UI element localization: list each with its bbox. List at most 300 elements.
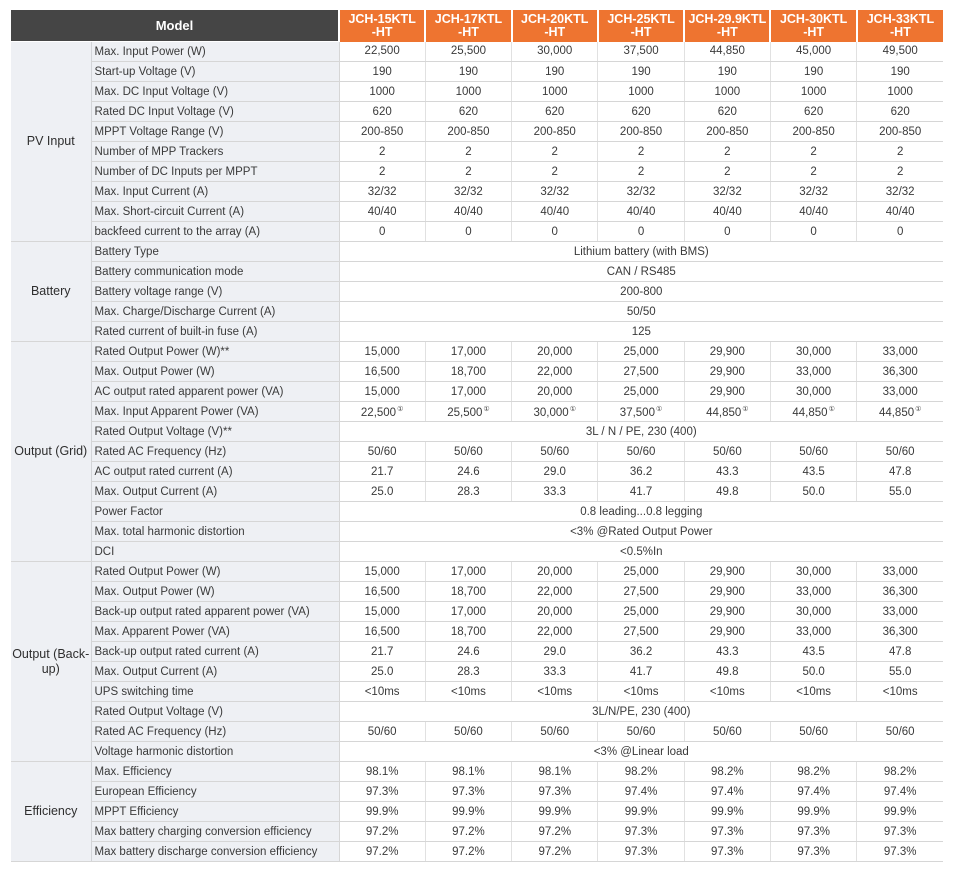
spec-value (339, 402, 425, 422)
spec-value (512, 82, 598, 102)
spec-row (11, 482, 943, 502)
spec-value (684, 182, 770, 202)
spec-value-text: 40/40 (799, 205, 829, 218)
spec-value-all-models: 3L / N / PE, 230 (400) (339, 422, 943, 442)
spec-value-text: 32/32 (712, 185, 742, 198)
model-name-line: -HT (458, 24, 479, 39)
spec-value-text: 620 (890, 105, 910, 118)
spec-value-text: 18,700 (450, 625, 487, 638)
spec-value (598, 682, 684, 702)
spec-value (425, 762, 511, 782)
spec-value (425, 342, 511, 362)
spec-value (684, 42, 770, 62)
spec-value (598, 122, 684, 142)
model-column-header (770, 10, 856, 42)
spec-value (770, 462, 856, 482)
parameter-label: MPPT Efficiency (91, 802, 339, 822)
spec-value-text: 29,900 (709, 625, 745, 638)
spec-value (425, 582, 511, 602)
spec-value (339, 122, 425, 142)
spec-value-text: 22,000 (537, 585, 573, 598)
spec-value-text: 97.2% (365, 825, 399, 838)
parameter-label: MPPT Voltage Range (V) (91, 122, 339, 142)
spec-row (11, 382, 943, 402)
parameter-label: UPS switching time (91, 682, 339, 702)
spec-value-text: 1000 (714, 85, 741, 98)
spec-value-text: 25.0 (370, 665, 394, 678)
spec-value (339, 102, 425, 122)
spec-value (684, 602, 770, 622)
parameter-label: Number of MPP Trackers (91, 142, 339, 162)
spec-value (770, 182, 856, 202)
spec-value-text: 33,000 (882, 565, 918, 578)
spec-value (770, 82, 856, 102)
spec-value-text: 98.2% (797, 765, 830, 778)
spec-value-text: 1000 (369, 85, 395, 98)
spec-value-text: 40/40 (712, 205, 742, 218)
parameter-label: Number of DC Inputs per MPPT (91, 162, 339, 182)
model-name-line: JCH-15KTL (348, 11, 416, 26)
spec-value (512, 582, 598, 602)
spec-value-text: 97.4% (883, 785, 917, 798)
spec-value-text: 98.1% (452, 765, 485, 778)
spec-value-text: 97.3% (797, 845, 830, 858)
spec-row (11, 562, 943, 582)
spec-value-text: 2 (896, 165, 904, 178)
spec-value-text: 190 (804, 65, 824, 78)
model-column-header (857, 10, 943, 42)
parameter-label: Battery voltage range (V) (91, 282, 339, 302)
parameter-label: AC output rated current (A) (91, 462, 339, 482)
spec-value (425, 402, 511, 422)
spec-row (11, 122, 943, 142)
spec-row (11, 242, 943, 262)
spec-value (425, 162, 511, 182)
spec-row (11, 442, 943, 462)
spec-value-text: 55.0 (888, 485, 912, 498)
spec-value-text: 36.2 (629, 465, 653, 478)
spec-value (684, 142, 770, 162)
spec-row (11, 822, 943, 842)
spec-value (425, 562, 511, 582)
spec-value-text: 50/60 (540, 445, 570, 458)
spec-value (512, 662, 598, 682)
spec-value-text: 32/32 (885, 185, 915, 198)
spec-value-text: <10ms (796, 685, 832, 698)
parameter-label: Rated Output Voltage (V) (91, 702, 339, 722)
spec-value (339, 802, 425, 822)
spec-value-text: 47.8 (888, 645, 912, 658)
spec-value-text: 30,000 (533, 406, 569, 419)
spec-value-text: 97.4% (797, 785, 830, 798)
parameter-label: Max. Output Current (A) (91, 482, 339, 502)
spec-value-text: 97.2% (452, 825, 485, 838)
spec-value (684, 82, 770, 102)
spec-value-text: 22,500 (360, 406, 397, 419)
spec-value (857, 562, 943, 582)
spec-value-text: 2 (465, 145, 472, 158)
spec-value-text: 28.3 (457, 665, 480, 678)
spec-value-text: 50/60 (885, 725, 915, 738)
spec-value-text: 99.9% (797, 805, 830, 818)
spec-value (598, 582, 684, 602)
spec-value-text: 30,000 (537, 45, 573, 58)
spec-value-text: 28.3 (457, 485, 480, 498)
spec-value (425, 662, 511, 682)
spec-value-text: 200-850 (792, 125, 835, 138)
spec-value-text: 2 (378, 145, 386, 158)
spec-value (684, 222, 770, 242)
spec-value-text: 97.3% (797, 825, 830, 838)
spec-value (857, 462, 943, 482)
spec-value (512, 202, 598, 222)
spec-value (770, 842, 856, 862)
spec-value-text: 33,000 (796, 585, 832, 598)
spec-value (339, 762, 425, 782)
spec-value (598, 602, 684, 622)
spec-value-text: 36,300 (882, 365, 918, 378)
spec-value (512, 122, 598, 142)
spec-value (857, 482, 943, 502)
spec-value (425, 802, 511, 822)
spec-value (857, 362, 943, 382)
spec-value (339, 42, 425, 62)
spec-value (339, 362, 425, 382)
spec-value-all-models: <0.5%In (339, 542, 943, 562)
parameter-label: Max. total harmonic distortion (91, 522, 339, 542)
model-name-line: JCH-33KTL (866, 11, 935, 26)
spec-value (339, 202, 425, 222)
spec-value-text: 27,500 (623, 585, 659, 598)
spec-value-text: 29,900 (709, 565, 745, 578)
parameter-label: Rated current of built-in fuse (A) (91, 322, 339, 342)
spec-value-text: 44,850 (706, 406, 742, 419)
spec-value-all-models: Lithium battery (with BMS) (339, 242, 943, 262)
spec-value-text: 16,500 (364, 625, 400, 638)
spec-value (339, 562, 425, 582)
spec-value (857, 622, 943, 642)
spec-value (684, 642, 770, 662)
spec-value (857, 122, 943, 142)
spec-row (11, 502, 943, 522)
spec-value (770, 62, 856, 82)
spec-value-text: 16,500 (364, 585, 400, 598)
spec-value (857, 402, 943, 422)
spec-value-text: 25,000 (623, 385, 659, 398)
spec-value (770, 802, 856, 822)
spec-value-text: 18,700 (450, 585, 487, 598)
spec-value (425, 122, 511, 142)
spec-value (684, 342, 770, 362)
parameter-label: Rated Output Power (W) (91, 562, 339, 582)
spec-value-text: 49.8 (716, 665, 739, 678)
spec-row (11, 222, 943, 242)
spec-value-text: 97.3% (365, 785, 399, 798)
spec-value (425, 202, 511, 222)
spec-value (770, 162, 856, 182)
spec-value-text: 17,000 (450, 345, 487, 358)
spec-value-text: 25,000 (623, 565, 659, 578)
spec-value-all-models: 200-800 (339, 282, 943, 302)
spec-row (11, 362, 943, 382)
spec-value (684, 62, 770, 82)
spec-value (512, 562, 598, 582)
spec-value (598, 662, 684, 682)
spec-row (11, 402, 943, 422)
spec-value (598, 142, 684, 162)
spec-value (684, 162, 770, 182)
parameter-label: Max. Input Apparent Power (VA) (91, 402, 339, 422)
spec-value-text: 50.0 (802, 485, 825, 498)
spec-value (512, 102, 598, 122)
spec-value-text: 97.3% (538, 785, 572, 798)
spec-value-text: 99.9% (365, 805, 399, 818)
parameter-label: Max. Short-circuit Current (A) (91, 202, 339, 222)
spec-value-text: 43.5 (802, 645, 825, 658)
spec-value-text: 97.3% (624, 825, 658, 838)
spec-value-text: 44,850 (878, 406, 915, 419)
spec-value (512, 222, 598, 242)
spec-row (11, 202, 943, 222)
spec-value (857, 802, 943, 822)
spec-value-text: 0 (551, 225, 558, 238)
spec-value-text: 25,500 (447, 406, 483, 419)
spec-value-text: 2 (637, 165, 645, 178)
spec-value-text: 32/32 (799, 185, 829, 198)
model-name-line: -HT (371, 24, 393, 39)
spec-value-text: 620 (631, 105, 651, 118)
spec-value-text: 29.0 (543, 645, 566, 658)
spec-value (425, 822, 511, 842)
spec-value-all-models: 125 (339, 322, 943, 342)
spec-value-text: 190 (545, 65, 565, 78)
spec-value-text: 32/32 (454, 185, 483, 198)
table-body (11, 42, 943, 862)
spec-value (598, 62, 684, 82)
spec-value-text: 50/60 (712, 445, 742, 458)
spec-value-text: 97.3% (452, 785, 485, 798)
spec-value-text: 40/40 (540, 205, 570, 218)
spec-value (770, 202, 856, 222)
model-name-line: -HT (716, 24, 738, 39)
spec-value (339, 662, 425, 682)
model-header-label: Model (11, 10, 339, 42)
spec-value-text: 620 (804, 105, 824, 118)
spec-value (339, 642, 425, 662)
spec-value (339, 482, 425, 502)
spec-value (598, 482, 684, 502)
spec-value (684, 382, 770, 402)
spec-value (770, 122, 856, 142)
section-label: PV Input (11, 42, 91, 242)
spec-value (598, 762, 684, 782)
spec-value-text: 99.9% (711, 805, 744, 818)
spec-value-text: 50/60 (799, 725, 829, 738)
parameter-label: Rated Output Voltage (V)** (91, 422, 339, 442)
spec-value-text: 17,000 (450, 605, 487, 618)
spec-value-text: 30,000 (796, 565, 832, 578)
spec-row (11, 422, 943, 442)
spec-value (857, 762, 943, 782)
spec-value (598, 202, 684, 222)
parameter-label: Back-up output rated current (A) (91, 642, 339, 662)
parameter-label: Rated AC Frequency (Hz) (91, 442, 339, 462)
spec-value (425, 482, 511, 502)
spec-value-text: 21.7 (370, 465, 394, 478)
spec-value (857, 822, 943, 842)
spec-value-text: 21.7 (370, 645, 394, 658)
parameter-label: Max battery discharge conversion efficiency (91, 842, 339, 862)
spec-row (11, 82, 943, 102)
spec-value (512, 382, 598, 402)
spec-value-text: 43.3 (716, 465, 739, 478)
spec-value (857, 82, 943, 102)
spec-value (770, 582, 856, 602)
parameter-label: Rated AC Frequency (Hz) (91, 722, 339, 742)
spec-value-text: 200-850 (619, 125, 663, 138)
spec-value (339, 382, 425, 402)
spec-value (512, 722, 598, 742)
spec-value (425, 442, 511, 462)
model-column-header (598, 10, 684, 42)
spec-value-text: 97.4% (624, 785, 658, 798)
spec-value-text: 2 (810, 145, 817, 158)
spec-row (11, 462, 943, 482)
spec-value (339, 182, 425, 202)
spec-value-text: 30,000 (796, 345, 832, 358)
spec-value-text: 24.6 (457, 465, 480, 478)
spec-value-all-models: 0.8 leading...0.8 legging (339, 502, 943, 522)
spec-row (11, 742, 943, 762)
spec-value (598, 82, 684, 102)
spec-value-text: 97.2% (452, 845, 485, 858)
spec-value (598, 562, 684, 582)
spec-value-text: 33,000 (882, 345, 918, 358)
section-label: Efficiency (11, 762, 91, 862)
spec-value (598, 42, 684, 62)
spec-value-text: 43.3 (716, 645, 739, 658)
spec-value (684, 562, 770, 582)
spec-value-text: 1000 (800, 85, 827, 98)
spec-value-text: 15,000 (364, 385, 400, 398)
spec-value (598, 462, 684, 482)
spec-value-text: 30,000 (796, 605, 832, 618)
spec-row (11, 542, 943, 562)
spec-value (770, 222, 856, 242)
spec-value-text: 0 (378, 225, 386, 238)
model-column-header (684, 10, 770, 42)
spec-value-text: 33,000 (882, 385, 918, 398)
spec-value-text: 190 (458, 65, 479, 78)
spec-value (598, 842, 684, 862)
spec-value-text: 50/60 (367, 725, 397, 738)
spec-value (770, 622, 856, 642)
spec-value (425, 42, 511, 62)
spec-value-text: 50/60 (540, 725, 570, 738)
spec-value-text: 190 (890, 65, 910, 78)
spec-row (11, 282, 943, 302)
spec-value (770, 102, 856, 122)
spec-value-text: 98.2% (883, 765, 917, 778)
model-name-line: JCH-30KTL (779, 11, 848, 26)
spec-value-text: 24.6 (457, 645, 480, 658)
spec-value (770, 562, 856, 582)
spec-value-text: 2 (551, 145, 558, 158)
spec-value (598, 222, 684, 242)
spec-value (857, 722, 943, 742)
spec-value (770, 722, 856, 742)
spec-value-text: 41.7 (629, 485, 653, 498)
spec-value (684, 722, 770, 742)
spec-value-text: 2 (810, 165, 817, 178)
spec-value-text: 98.1% (538, 765, 572, 778)
spec-value-text: 45,000 (796, 45, 832, 58)
spec-value (770, 362, 856, 382)
spec-value (598, 722, 684, 742)
spec-value (684, 582, 770, 602)
spec-value-text: 98.1% (365, 765, 399, 778)
spec-value (512, 142, 598, 162)
spec-value-text: 15,000 (364, 605, 400, 618)
spec-value (684, 482, 770, 502)
spec-value (425, 842, 511, 862)
spec-value-text: 33,000 (796, 365, 832, 378)
spec-value (512, 342, 598, 362)
spec-value (339, 842, 425, 862)
spec-value-text: 99.9% (883, 805, 917, 818)
spec-value-text: 36,300 (882, 585, 918, 598)
spec-value (684, 662, 770, 682)
spec-value (598, 182, 684, 202)
spec-value-text: 97.3% (711, 825, 744, 838)
spec-value-text: 37,500 (623, 45, 659, 58)
spec-value (770, 442, 856, 462)
spec-value-text: 30,000 (796, 385, 832, 398)
spec-value (598, 382, 684, 402)
spec-value-text: 200-850 (447, 125, 490, 138)
spec-value-text: 97.2% (538, 825, 572, 838)
spec-value-all-models: 3L/N/PE, 230 (400) (339, 702, 943, 722)
spec-value-text: 190 (717, 65, 737, 78)
spec-value-text: 25,000 (623, 345, 659, 358)
spec-value-text: 50/60 (454, 445, 483, 458)
footnote-marker: ① (742, 405, 749, 413)
spec-value (512, 42, 598, 62)
parameter-label: Max. Input Power (W) (91, 42, 339, 62)
spec-value (857, 602, 943, 622)
parameter-label: Start-up Voltage (V) (91, 62, 339, 82)
model-name-line: JCH-25KTL (607, 11, 675, 26)
spec-value-text: 37,500 (619, 406, 655, 419)
spec-value-text: 20,000 (537, 345, 573, 358)
spec-value-text: 1000 (455, 85, 482, 98)
parameter-label: Back-up output rated apparent power (VA) (91, 602, 339, 622)
spec-value-text: 25.0 (370, 485, 394, 498)
spec-value (770, 42, 856, 62)
spec-value (425, 462, 511, 482)
spec-value (770, 782, 856, 802)
spec-value (512, 762, 598, 782)
model-name-line: JCH-17KTL (434, 11, 503, 26)
spec-value-text: 29,900 (709, 365, 745, 378)
model-name-line: -HT (890, 24, 911, 39)
spec-value-text: 98.2% (711, 765, 744, 778)
model-column-header (425, 10, 511, 42)
spec-value (339, 442, 425, 462)
spec-value-text: 0 (637, 225, 645, 238)
spec-value (425, 142, 511, 162)
spec-value-text: 0 (465, 225, 472, 238)
